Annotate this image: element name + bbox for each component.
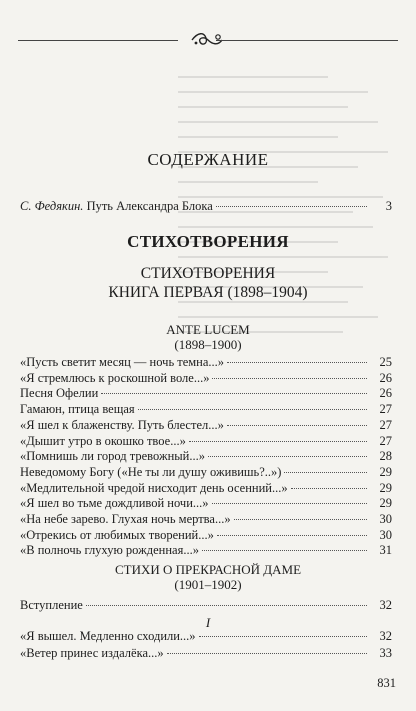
page-number: 831 [377, 676, 396, 690]
cycle2-years: (1901–1902) [174, 577, 242, 592]
toc-entry[interactable] [20, 464, 392, 480]
entry-title: «Помнишь ли город тревожный...» [20, 449, 205, 464]
book-subheading: КНИГА ПЕРВАЯ (1898–1904) [108, 284, 308, 301]
entry-title: Неведомому Богу («Не ты ли душу оживишь?..») [20, 464, 282, 479]
toc-entry[interactable] [20, 401, 392, 417]
entry-page: 33 [379, 646, 392, 660]
entry-title: Вступление [20, 598, 83, 612]
entry-title: «Я шел во тьме дождливой ночи...» [20, 496, 209, 511]
dot-leader [199, 636, 367, 637]
toc-entry[interactable] [20, 417, 392, 433]
dot-leader [216, 206, 367, 207]
entry-title: «Ветер принес издалёка...» [20, 646, 164, 660]
dot-leader [212, 378, 367, 379]
entry-page: 28 [379, 449, 392, 464]
toc-entry[interactable] [20, 354, 392, 370]
header-rule-right [216, 40, 398, 41]
cycle-years: (1898–1900) [174, 337, 242, 352]
dot-leader [208, 456, 367, 457]
entry-title: «Я шел к блаженству. Путь блестел...» [20, 417, 224, 432]
entry-title: «Дышит утро в окошко твое...» [20, 433, 186, 448]
entry-title: «В полночь глухую рожденная...» [20, 543, 199, 558]
toc-entry-vstuplenie[interactable] [20, 597, 392, 613]
dot-leader [212, 503, 367, 504]
entry-page: 32 [379, 598, 392, 612]
running-header-ornament [18, 34, 398, 48]
dot-leader [284, 472, 367, 473]
dot-leader [227, 362, 367, 363]
toc-entry[interactable] [20, 495, 392, 511]
dot-leader [101, 393, 367, 394]
dot-leader [138, 409, 367, 410]
entry-page: 32 [379, 629, 392, 643]
entry-page: 27 [379, 402, 392, 417]
toc-entry[interactable] [20, 542, 392, 558]
toc-entry[interactable] [20, 385, 392, 401]
entry-page: 25 [379, 355, 392, 369]
entry-title: Песня Офелии [20, 386, 99, 401]
dot-leader [189, 441, 367, 442]
cycle2-title: СТИХИ О ПРЕКРАСНОЙ ДАМЕ [114, 562, 302, 577]
toc-entry[interactable] [20, 511, 392, 527]
dot-leader [227, 425, 367, 426]
section-heading: СТИХОТВОРЕНИЯ [127, 232, 289, 251]
entry-title: «Я вышел. Медленно сходили...» [20, 629, 196, 643]
entry-page: 30 [379, 527, 392, 542]
entry-title: «Пусть светит месяц — ночь темна...» [20, 355, 225, 369]
header-rule-left [18, 40, 178, 41]
entry-title: С. Федякин. Путь Александра Блока [20, 199, 213, 213]
toc-entry[interactable] [20, 628, 392, 644]
dot-leader [217, 535, 367, 536]
cycle-title: ANTE LUCEM [166, 322, 250, 337]
toc-entry[interactable] [20, 527, 392, 543]
entry-page: 27 [379, 417, 392, 432]
book-heading: СТИХОТВОРЕНИЯ [140, 265, 276, 282]
dot-leader [86, 605, 367, 606]
toc-entry[interactable] [20, 433, 392, 449]
toc-entry[interactable] [20, 370, 392, 386]
entry-page: 29 [379, 480, 392, 495]
toc-entry[interactable] [20, 645, 392, 661]
entry-page: 26 [379, 386, 392, 401]
toc-entry-intro[interactable] [20, 198, 392, 214]
dot-leader [202, 550, 367, 551]
entry-title: «На небе зарево. Глухая ночь мертва...» [20, 512, 231, 526]
entry-page: 26 [379, 370, 392, 385]
entry-page: 3 [385, 199, 392, 213]
entry-page: 30 [379, 512, 392, 526]
part-numeral: I [205, 615, 211, 630]
entry-title: «Отрекись от любимых творений...» [20, 527, 214, 542]
entry-page: 29 [379, 464, 392, 479]
entry-title: «Медлительной чредой нисходит день осенний...» [20, 480, 288, 495]
dot-leader [234, 519, 367, 520]
entry-title: «Я стремлюсь к роскошной воле...» [20, 370, 210, 385]
entry-title: Гамаюн, птица вещая [20, 402, 135, 417]
entry-page: 27 [379, 433, 392, 448]
dot-leader [291, 488, 367, 489]
toc-entry[interactable] [20, 448, 392, 464]
dot-leader [167, 653, 367, 654]
toc-entry[interactable] [20, 480, 392, 496]
entry-page: 31 [379, 543, 392, 558]
toc-title: СОДЕРЖАНИЕ [147, 150, 269, 169]
entry-page: 29 [379, 496, 392, 511]
